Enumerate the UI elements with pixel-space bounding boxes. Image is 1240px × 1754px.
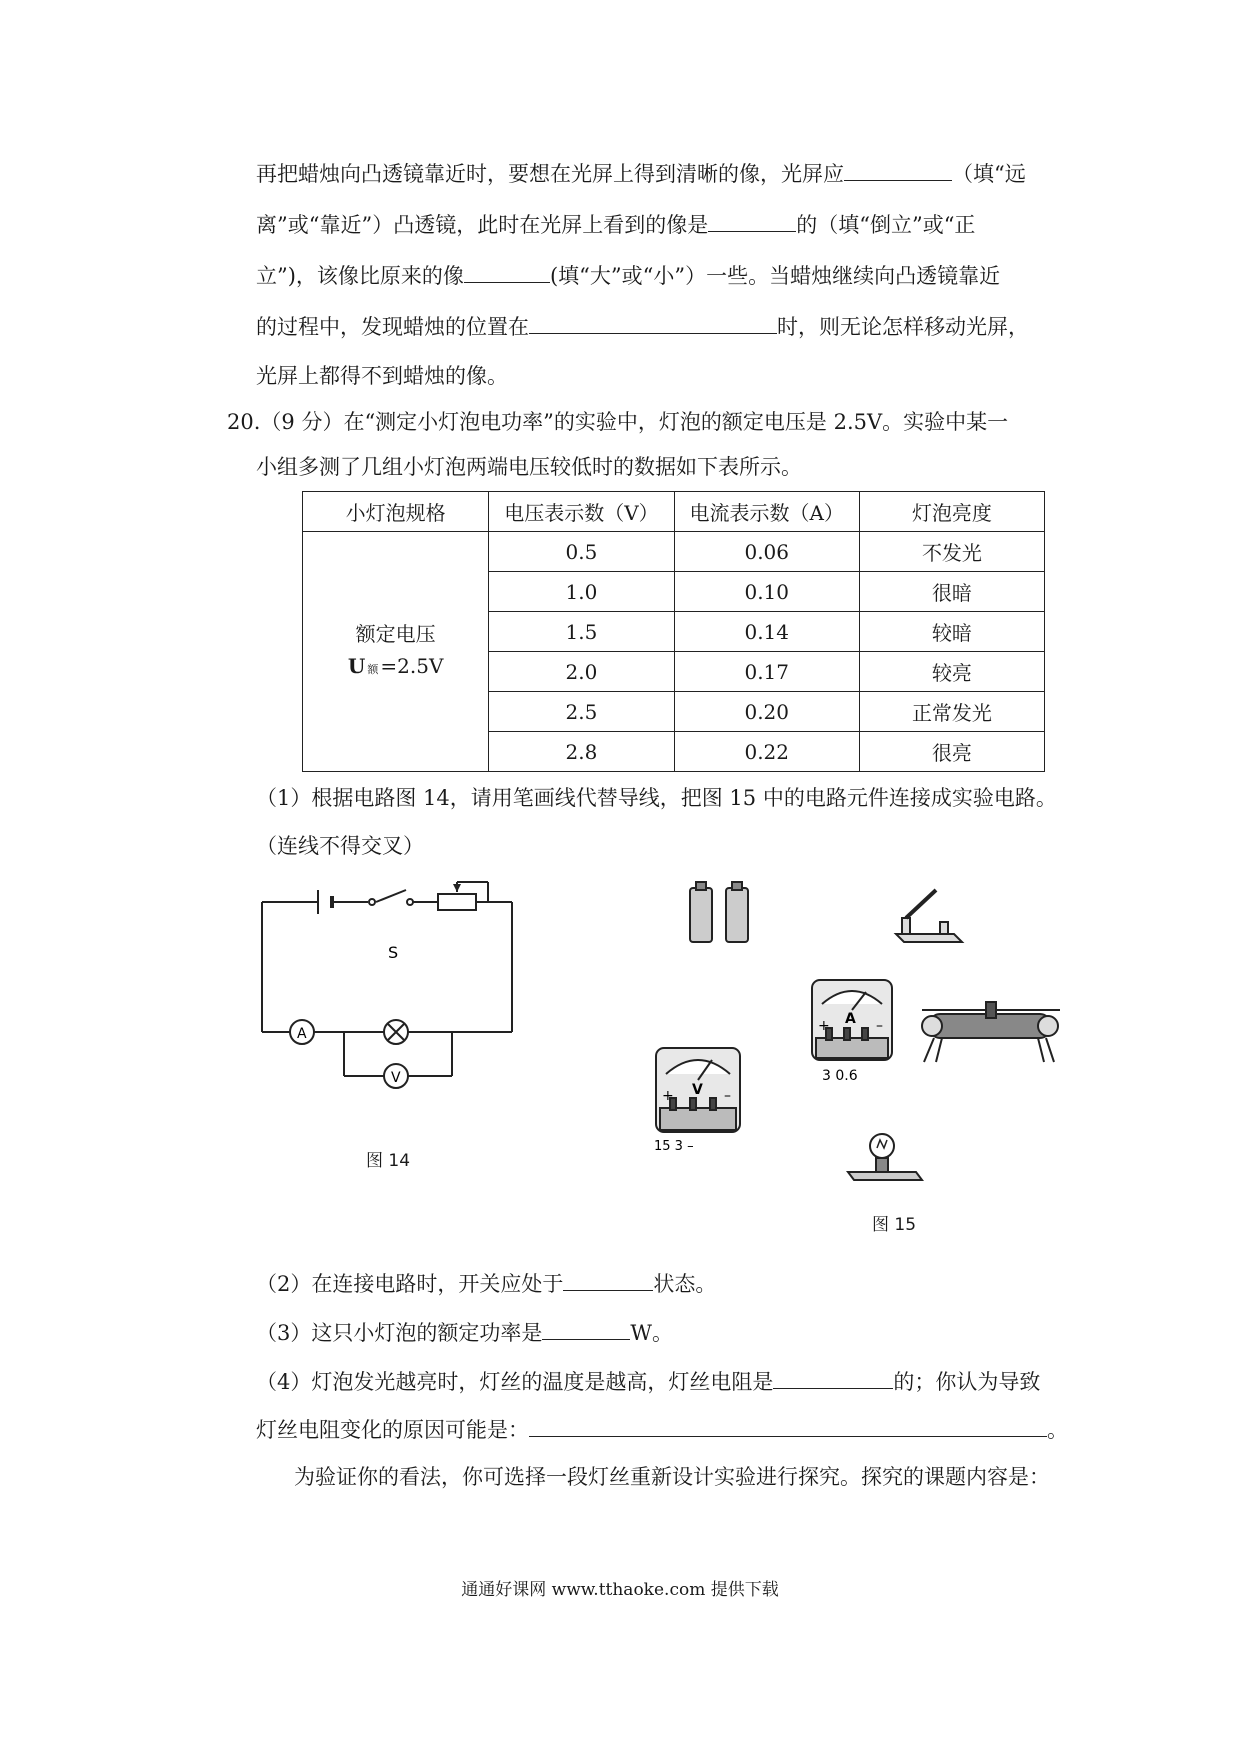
components-fig15: [640, 870, 1100, 1210]
fig15-caption: 图 15: [872, 1215, 917, 1235]
circuit-diagram-fig14: [252, 880, 532, 1120]
table-cell: 不发光: [859, 532, 1044, 572]
table-cell: 0.5: [489, 532, 674, 572]
paragraph-line-4: 的过程中，发现蜡烛的位置在 时，则无论怎样移动光屏，: [256, 311, 1029, 341]
table-header: 灯泡亮度: [859, 492, 1044, 532]
table-cell: 2.0: [489, 652, 674, 692]
paragraph-line-1: 再把蜡烛向凸透镜靠近时，要想在光屏上得到清晰的像，光屏应 （填“远: [256, 158, 1026, 188]
table-cell: 0.14: [674, 612, 859, 652]
table-row: [303, 532, 1045, 572]
table-cell: 0.17: [674, 652, 859, 692]
table-header: 电压表示数（V）: [489, 492, 674, 532]
part-2: （2）在连接电路时，开关应处于 状态。: [256, 1268, 716, 1298]
answer-blank-image-orientation: [708, 209, 796, 232]
voltmeter-symbol: V: [391, 1070, 401, 1086]
answer-blank-image-size: [464, 260, 550, 283]
part-4-line-2: 灯丝电阻变化的原因可能是： 。: [256, 1414, 1068, 1444]
table-cell: 很暗: [859, 572, 1044, 612]
table-cell: 0.20: [674, 692, 859, 732]
table-cell: 较亮: [859, 652, 1044, 692]
table-cell: 0.06: [674, 532, 859, 572]
voltmeter-minus: –: [724, 1088, 731, 1104]
table-cell: 较暗: [859, 612, 1044, 652]
paragraph-line-5: 光屏上都得不到蜡烛的像。: [256, 364, 508, 388]
table-cell: 1.5: [489, 612, 674, 652]
ammeter-scale-labels: 3 0.6: [822, 1068, 858, 1084]
answer-blank-candle-position: [529, 311, 777, 334]
answer-blank-reason: [529, 1414, 1047, 1437]
ammeter-minus: –: [876, 1018, 883, 1034]
table-cell: 很亮: [859, 732, 1044, 772]
switch-label: S: [388, 943, 399, 962]
table-header: 电流表示数（A）: [674, 492, 859, 532]
part-3: （3）这只小灯泡的额定功率是 W。: [256, 1317, 673, 1347]
table-cell: 0.10: [674, 572, 859, 612]
measurement-table: [302, 491, 1045, 772]
lamp-icon: [848, 1134, 922, 1180]
page-footer: 通通好课网 www.tthaoke.com 提供下载: [461, 1580, 779, 1600]
answer-blank-switch-state: [563, 1268, 653, 1291]
question-number: 20.: [227, 410, 261, 434]
part-4-line-1: （4）灯泡发光越亮时，灯丝的温度是越高，灯丝电阻是 的；你认为导致: [256, 1366, 1040, 1396]
part-1-line-2: （连线不得交叉）: [256, 834, 424, 858]
voltmeter-scale-labels: 15 3 –: [654, 1139, 694, 1154]
question-20-line-1: 20.（9 分）在“测定小灯泡电功率”的实验中，灯泡的额定电压是 2.5V。实验中某一: [227, 410, 1009, 434]
table-cell: 2.5: [489, 692, 674, 732]
ammeter-symbol: A: [297, 1026, 307, 1042]
question-20-line-2: 小组多测了几组小灯泡两端电压较低时的数据如下表所示。: [256, 455, 802, 479]
ammeter-letter: A: [845, 1011, 856, 1027]
bulb-spec-cell: 额定电压 U额 =2.5V: [303, 532, 489, 772]
table-cell: 0.22: [674, 732, 859, 772]
paragraph-line-3: 立”)，该像比原来的像 (填“大”或“小”）一些。当蜡烛继续向凸透镜靠近: [256, 260, 1000, 290]
answer-blank-screen-direction: [844, 158, 952, 181]
battery-icon: [690, 882, 748, 942]
part-4-line-3: 为验证你的看法，你可选择一段灯丝重新设计实验进行探究。探究的课题内容是：: [294, 1465, 1050, 1489]
table-header-row: [303, 492, 1045, 532]
rheostat-icon: [922, 1002, 1060, 1062]
answer-blank-resistance-change: [773, 1366, 893, 1389]
switch-contact: [369, 899, 375, 905]
ammeter-plus: +: [818, 1018, 830, 1034]
fig14-caption: 图 14: [366, 1151, 411, 1171]
paragraph-line-2: 离”或“靠近”）凸透镜，此时在光屏上看到的像是 的（填“倒立”或“正: [256, 209, 975, 239]
voltmeter-plus: +: [662, 1088, 674, 1104]
voltmeter-letter: V: [692, 1082, 703, 1098]
knife-switch-icon: [896, 890, 962, 942]
slider-arrow-icon: [453, 884, 461, 892]
part-1-line-1: （1）根据电路图 14，请用笔画线代替导线，把图 15 中的电路元件连接成实验电路。: [256, 786, 1057, 810]
table-cell: 2.8: [489, 732, 674, 772]
table-cell: 正常发光: [859, 692, 1044, 732]
answer-blank-rated-power: [542, 1317, 630, 1340]
table-cell: 1.0: [489, 572, 674, 612]
switch-contact: [407, 899, 413, 905]
table-header: 小灯泡规格: [303, 492, 489, 532]
